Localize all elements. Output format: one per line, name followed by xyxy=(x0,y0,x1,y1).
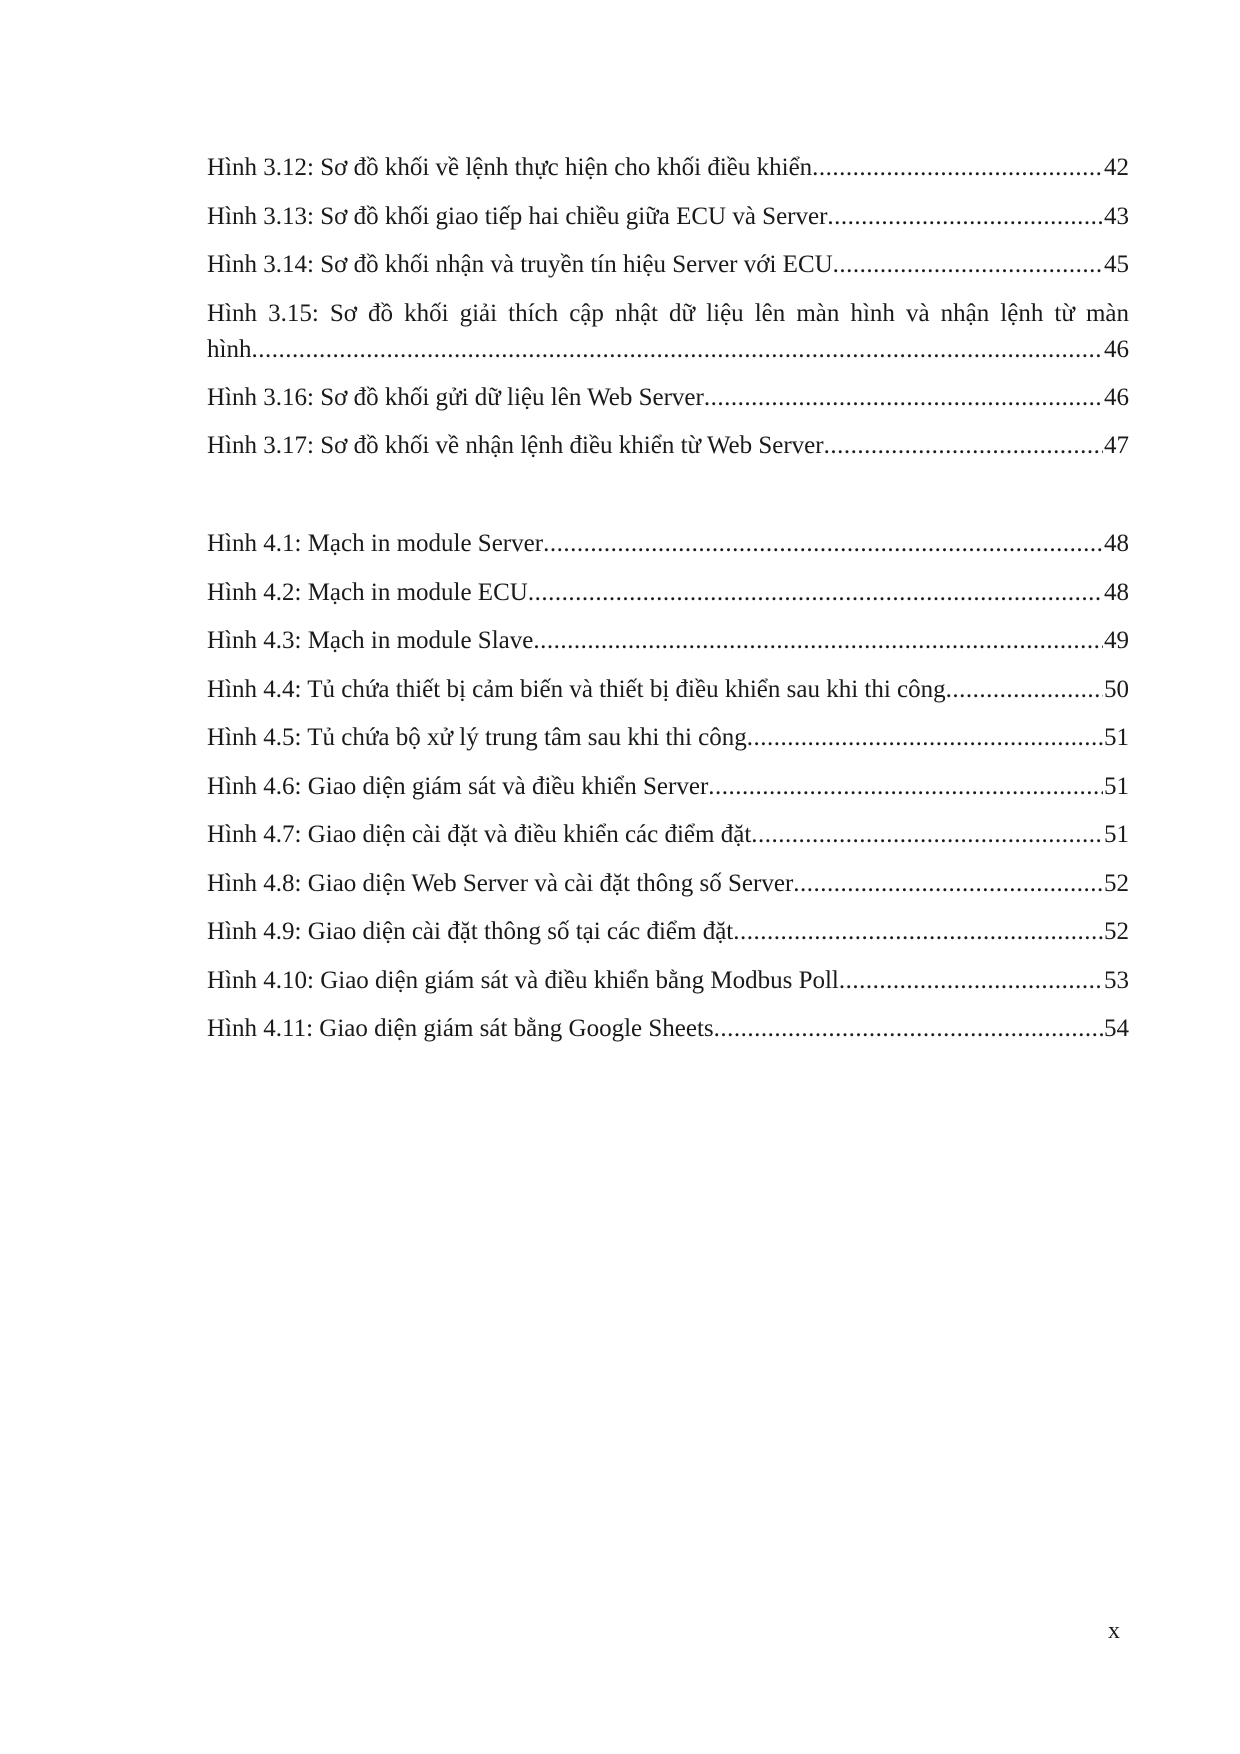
toc-entry-label: Hình 4.4: Tủ chứa thiết bị cảm biến và thiết bị điều khiển sau khi thi công xyxy=(207,675,946,703)
toc-entry[interactable] xyxy=(207,569,1129,618)
toc-entry-label: Hình 3.17: Sơ đồ khối về nhận lệnh điều khiển từ Web Server xyxy=(207,432,824,459)
dot-leader xyxy=(528,569,1103,618)
toc-entry-page: 43 xyxy=(1104,202,1129,230)
toc-entry-label: Hình 3.16: Sơ đồ khối gửi dữ liệu lên Web Server xyxy=(207,383,704,411)
toc-entry[interactable] xyxy=(207,520,1129,569)
toc-entry-label: Hình 4.6: Giao diện giám sát và điều khiển Server xyxy=(207,772,709,800)
toc-entry-label: Hình 4.10: Giao diện giám sát và điều khiển bằng Modbus Poll xyxy=(207,966,839,994)
toc-entry[interactable] xyxy=(207,811,1129,860)
toc-entry-label-line2: hình xyxy=(207,335,252,363)
dot-leader xyxy=(714,1005,1103,1054)
dot-leader xyxy=(747,714,1103,763)
dot-leader xyxy=(946,666,1103,715)
dot-leader xyxy=(708,763,1103,812)
toc-entry-page: 46 xyxy=(1104,335,1129,363)
toc-entry-page: 51 xyxy=(1104,821,1129,848)
toc-entry-page: 52 xyxy=(1104,918,1129,945)
dot-leader xyxy=(824,422,1103,471)
toc-entry[interactable] xyxy=(207,290,1129,374)
toc-entry-label-line1: Hình 3.15: Sơ đồ khối giải thích cập nhật dữ liệu lên màn hình và nhận lệnh từ màn xyxy=(207,299,1129,327)
toc-entry[interactable] xyxy=(207,422,1129,471)
toc-entry-page: 48 xyxy=(1104,530,1129,557)
toc-entry-label: Hình 4.5: Tủ chứa bộ xử lý trung tâm sau khi thi công xyxy=(207,724,747,751)
dot-leader xyxy=(533,617,1103,666)
toc-entry[interactable] xyxy=(207,714,1129,763)
dot-leader xyxy=(543,520,1103,569)
dot-leader xyxy=(704,374,1103,423)
toc-entry[interactable] xyxy=(207,957,1129,1006)
toc-entry[interactable] xyxy=(207,1005,1129,1054)
dot-leader xyxy=(751,811,1103,860)
toc-entry-label: Hình 4.8: Giao diện Web Server và cài đặt thông số Server xyxy=(207,869,794,897)
toc-entry[interactable] xyxy=(207,193,1129,242)
toc-entry-page: 47 xyxy=(1104,432,1129,459)
page-number: x xyxy=(1108,1618,1120,1644)
toc-entry[interactable] xyxy=(207,144,1129,193)
toc-entry-page: 50 xyxy=(1104,675,1129,703)
toc-entry[interactable] xyxy=(207,241,1129,290)
toc-entry-label: Hình 4.2: Mạch in module ECU xyxy=(207,578,528,606)
toc-entry-label: Hình 4.7: Giao diện cài đặt và điều khiển các điểm đặt xyxy=(207,821,752,848)
dot-leader xyxy=(812,144,1103,193)
toc-entry-page: 52 xyxy=(1104,869,1129,897)
toc-entry-label: Hình 4.11: Giao diện giám sát bằng Google Sheets xyxy=(207,1015,714,1042)
toc-entry-page: 54 xyxy=(1104,1015,1129,1042)
toc-entry[interactable] xyxy=(207,666,1129,715)
toc-entry-label: Hình 3.14: Sơ đồ khối nhận và truyền tín hiệu Server với ECU xyxy=(207,251,833,278)
toc-entry-page: 45 xyxy=(1104,251,1129,278)
toc-entry[interactable] xyxy=(207,860,1129,909)
toc-entry[interactable] xyxy=(207,617,1129,666)
toc-entry-label: Hình 3.12: Sơ đồ khối về lệnh thực hiện cho khối điều khiển xyxy=(207,154,813,181)
toc-entry[interactable] xyxy=(207,908,1129,957)
dot-leader xyxy=(793,860,1103,909)
toc-entry-label: Hình 4.3: Mạch in module Slave xyxy=(207,627,534,654)
toc-entry-page: 49 xyxy=(1104,627,1129,654)
dot-leader xyxy=(251,332,1103,368)
toc-entry-page: 51 xyxy=(1104,772,1129,800)
dot-leader xyxy=(827,193,1103,242)
toc-entry-page: 53 xyxy=(1104,966,1129,994)
toc-entry-page: 48 xyxy=(1104,578,1129,606)
toc-entry-label: Hình 4.1: Mạch in module Server xyxy=(207,530,544,557)
figure-list-chapter-3 xyxy=(207,144,1129,471)
toc-entry-label: Hình 3.13: Sơ đồ khối giao tiếp hai chiều giữa ECU và Server xyxy=(207,202,828,230)
dot-leader xyxy=(733,908,1103,957)
toc-entry[interactable] xyxy=(207,374,1129,423)
dot-leader xyxy=(833,241,1103,290)
toc-entry-page: 42 xyxy=(1104,154,1129,181)
toc-entry[interactable] xyxy=(207,763,1129,812)
figure-list-chapter-4 xyxy=(207,520,1129,1054)
toc-entry-page: 46 xyxy=(1104,383,1129,411)
toc-entry-page: 51 xyxy=(1104,724,1129,751)
toc-entry-label: Hình 4.9: Giao diện cài đặt thông số tại các điểm đặt xyxy=(207,918,734,945)
dot-leader xyxy=(839,957,1103,1006)
